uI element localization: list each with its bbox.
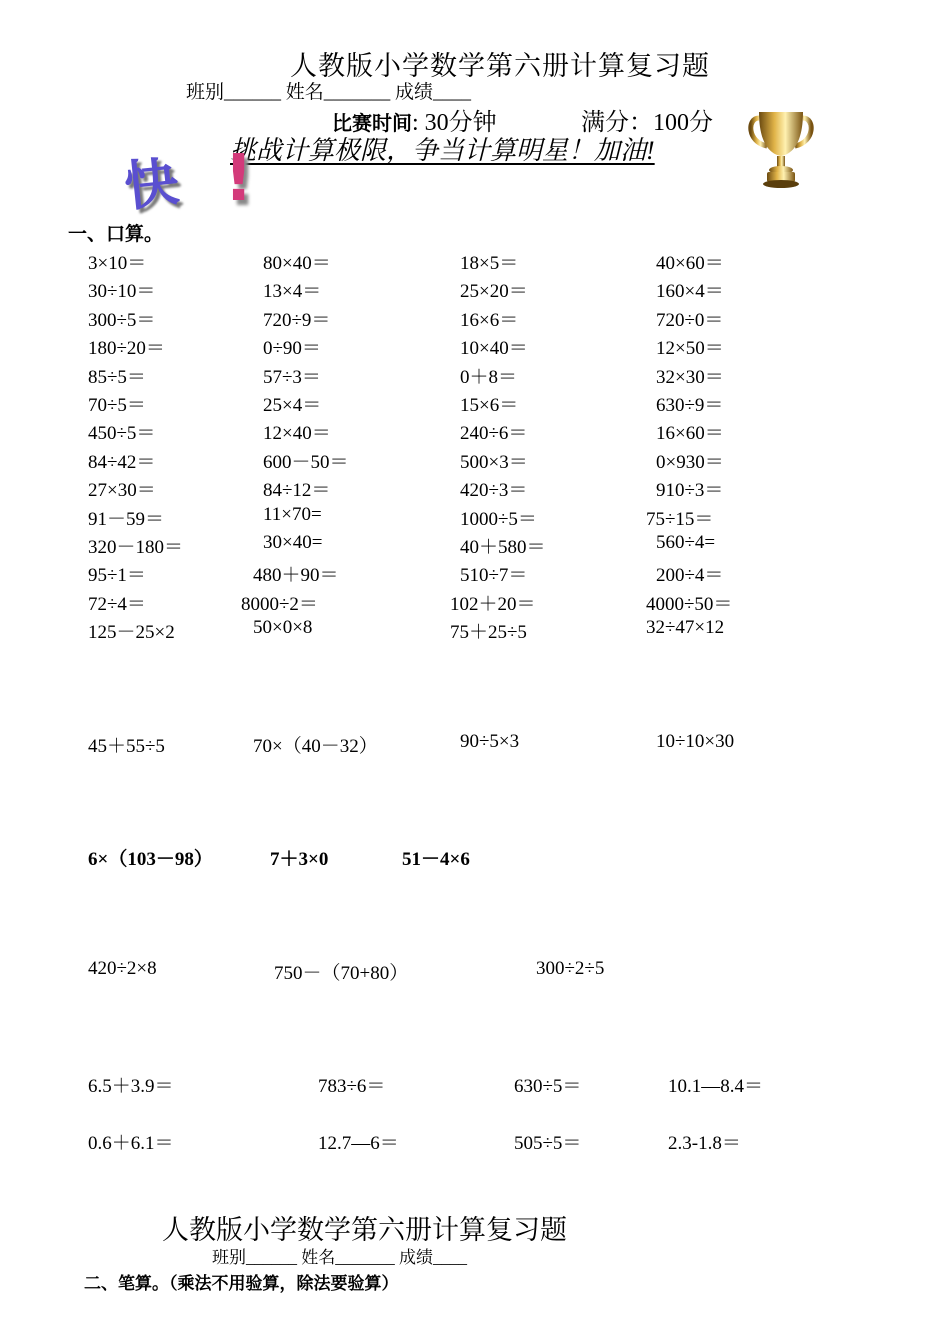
calc-item: 0＋8＝ [460, 367, 518, 388]
calc-item: 510÷7＝ [460, 565, 528, 586]
calc-item: 11×70= [263, 504, 322, 525]
calc-item: 720÷0＝ [656, 310, 724, 331]
calc-item: 10÷10×30 [656, 731, 735, 752]
calc-item: 450÷5＝ [88, 423, 156, 444]
calc-item: 200÷4＝ [656, 565, 724, 586]
calc-item: 40×60＝ [656, 253, 724, 274]
calc-item: 630÷5＝ [514, 1076, 582, 1097]
calc-item: 75÷15＝ [646, 509, 714, 530]
calc-item: 783÷6＝ [318, 1076, 386, 1097]
calc-item: 240÷6＝ [460, 423, 528, 444]
calc-item: 0÷90＝ [263, 338, 321, 359]
calc-item: 600－50＝ [263, 452, 349, 473]
calc-item: 3×10＝ [88, 253, 147, 274]
calc-item: 84÷12＝ [263, 480, 331, 501]
calc-item: 32×30＝ [656, 367, 724, 388]
calc-item: 80×40＝ [263, 253, 331, 274]
calc-item: 420÷3＝ [460, 480, 528, 501]
calc-item: 50×0×8 [253, 617, 313, 638]
calc-item: 70÷5＝ [88, 395, 146, 416]
calc-item: 505÷5＝ [514, 1133, 582, 1154]
calc-item: 90÷5×3 [460, 731, 520, 752]
calc-item: 480＋90＝ [253, 565, 339, 586]
calc-item: 84÷42＝ [88, 452, 156, 473]
calc-item: 45＋55÷5 [88, 736, 165, 757]
calc-item: 300÷2÷5 [536, 958, 605, 979]
calc-item: 720÷9＝ [263, 310, 331, 331]
calc-item: 25×4＝ [263, 395, 322, 416]
calc-item: 300÷5＝ [88, 310, 156, 331]
calc-item: 12×40＝ [263, 423, 331, 444]
calc-item: 6×（103－98） [88, 849, 213, 870]
calc-item: 13×4＝ [263, 281, 322, 302]
calc-item: 910÷3＝ [656, 480, 724, 501]
calc-item: 12×50＝ [656, 338, 724, 359]
calc-item: 7＋3×0 [270, 849, 329, 870]
calc-item: 85÷5＝ [88, 367, 146, 388]
calc-item: 25×20＝ [460, 281, 528, 302]
calc-item: 630÷9＝ [656, 395, 724, 416]
page2-title: 人教版小学数学第六册计算复习题 [162, 1215, 567, 1245]
calc-item: 30×40= [263, 532, 323, 553]
calc-item: 70×（40－32） [253, 736, 378, 757]
calc-item: 40＋580＝ [460, 537, 546, 558]
calc-item: 0×930＝ [656, 452, 724, 473]
calc-item: 27×30＝ [88, 480, 156, 501]
time-value: : 30分钟 [412, 110, 497, 136]
full-score: 满分：100分 [581, 110, 713, 136]
calc-item: 75＋25÷5 [450, 622, 527, 643]
page-title: 人教版小学数学第六册计算复习题 [290, 51, 710, 81]
calc-item: 420÷2×8 [88, 958, 157, 979]
calc-item: 72÷4＝ [88, 594, 146, 615]
calc-item: 16×6＝ [460, 310, 519, 331]
calc-item: 2.3-1.8＝ [668, 1133, 741, 1154]
kuai-wordart: 快 [121, 150, 182, 219]
calc-item: 51－4×6 [402, 849, 470, 870]
calc-item: 6.5＋3.9＝ [88, 1076, 174, 1097]
calc-item: 91－59＝ [88, 509, 165, 530]
calc-item: 4000÷50＝ [646, 594, 733, 615]
section2-label: 二、笔算。（乘法不用验算，除法要验算） [84, 1274, 399, 1293]
calc-item: 30÷10＝ [88, 281, 156, 302]
calc-item: 57÷3＝ [263, 367, 321, 388]
calc-item: 18×5＝ [460, 253, 519, 274]
calc-item: 10×40＝ [460, 338, 528, 359]
calc-item: 102＋20＝ [450, 594, 536, 615]
calc-item: 10.1—8.4＝ [668, 1076, 764, 1097]
calc-item: 160×4＝ [656, 281, 724, 302]
calc-item: 15×6＝ [460, 395, 519, 416]
calc-item: 750－（70+80） [274, 963, 409, 984]
info-line: 班别______ 姓名_______ 成绩____ [186, 82, 472, 103]
calc-item: 32÷47×12 [646, 617, 725, 638]
section1-label: 一、口算。 [68, 224, 164, 245]
calc-item: 8000÷2＝ [241, 594, 318, 615]
calc-item: 180÷20＝ [88, 338, 165, 359]
trophy-icon [745, 108, 817, 188]
exclamation-wordart: ! [224, 142, 254, 216]
calc-item: 1000÷5＝ [460, 509, 537, 530]
page2-info-line: 班别______ 姓名_______ 成绩____ [212, 1248, 467, 1267]
calc-item: 320－180＝ [88, 537, 184, 558]
calc-item: 12.7—6＝ [318, 1133, 399, 1154]
calc-item: 16×60＝ [656, 423, 724, 444]
calc-item: 95÷1＝ [88, 565, 146, 586]
calc-item: 500×3＝ [460, 452, 528, 473]
calc-item: 0.6＋6.1＝ [88, 1133, 174, 1154]
calc-item: 560÷4= [656, 532, 716, 553]
time-label: 比赛时间 [332, 111, 412, 135]
slogan: 挑战计算极限，争当计算明星！加油! [230, 136, 655, 165]
calc-item: 125－25×2 [88, 622, 175, 643]
